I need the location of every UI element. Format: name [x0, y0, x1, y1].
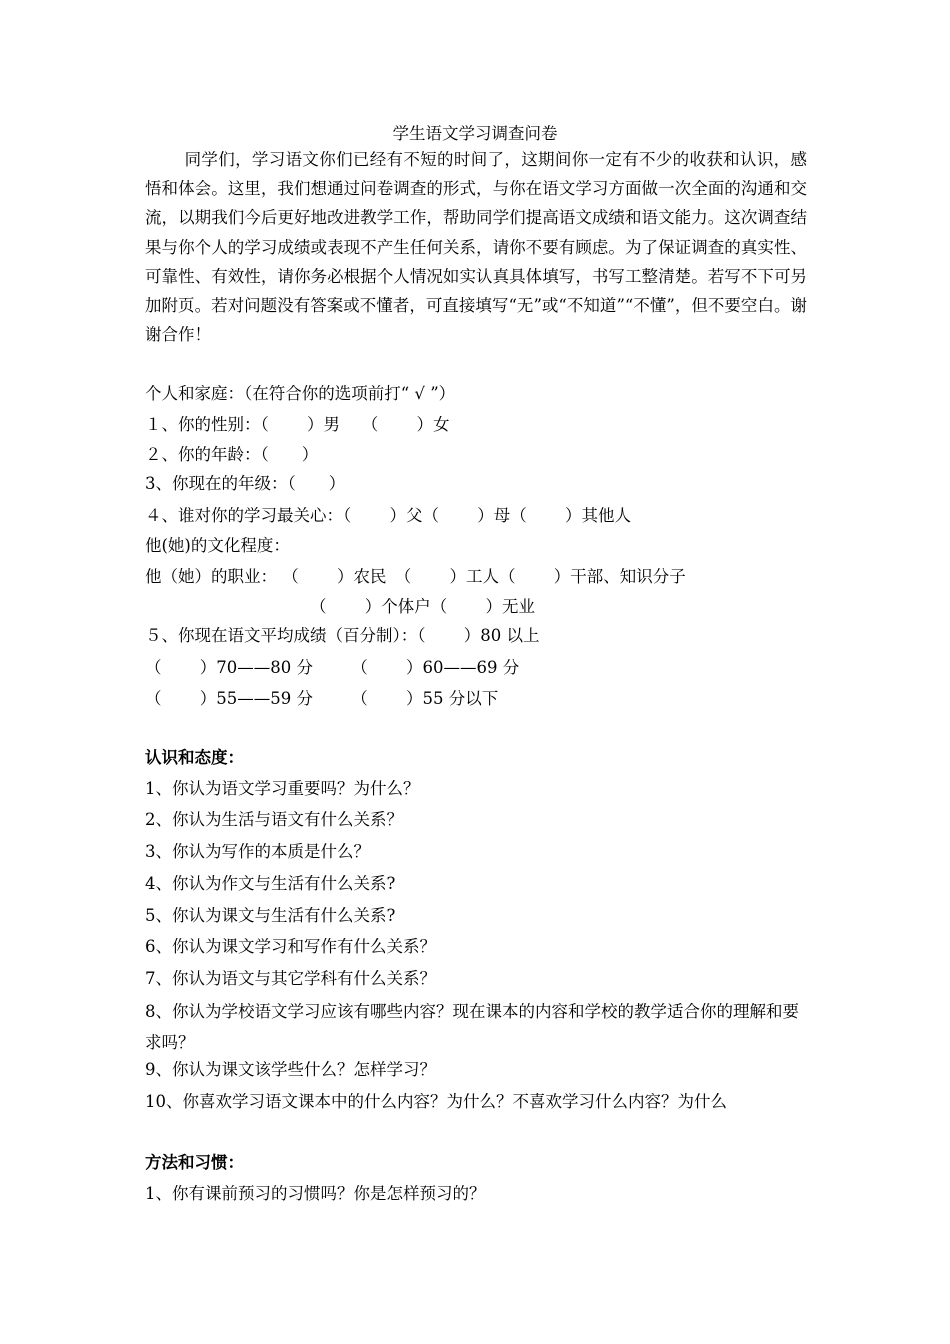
attitude-heading: 认识和态度：	[145, 748, 244, 767]
question-occupation: 他（她）的职业： （ ）农民 （ ）工人（ ）干部、知识分子	[145, 567, 686, 586]
attitude-question: 3、你认为写作的本质是什么？	[145, 842, 370, 861]
attitude-question: 7、你认为语文与其它学科有什么关系？	[145, 969, 436, 988]
question-age: ２、你的年龄：（ ）	[145, 445, 319, 464]
document-title: 学生语文学习调查问卷	[392, 124, 558, 143]
attitude-question: 1、你认为语文学习重要吗？为什么？	[145, 779, 420, 798]
intro-text: 同学们，学习语文你们已经有不短的时间了，这期间你一定有不少的收获和认识，感悟和体会。这里，我们想通过问卷调查的形式，与你在语文学习方面做一次全面的沟通和交流，以期我们今后更好地改进教学工作，帮助同学们提高语文成绩和语文能力。这次调查结果与你个人的学习成绩或表现不产生任何关系，请你不要有顾虑。为了保证调查的真实性、可靠性、有效性，请你务必根据个人情况如实认真具体填写，书写工整清楚。若写不下可另加附页。若对问题没有答案或不懂者，可直接填写“无”或“不知道”“不懂”，但不要空白。谢谢合作！	[145, 150, 807, 345]
question-gender: １、你的性别：（ ）男 （ ）女	[145, 415, 450, 434]
question-occupation-more: （ ）个体户（ ）无业	[310, 597, 535, 616]
method-heading: 方法和习惯：	[145, 1153, 244, 1172]
method-question: 1、你有课前预习的习惯吗？你是怎样预习的？	[145, 1184, 486, 1203]
attitude-question: 8、你认为学校语文学习应该有哪些内容？现在课本的内容和学校的教学适合你的理解和要求吗？	[145, 1002, 799, 1052]
personal-heading: 个人和家庭：（在符合你的选项前打“ √ ”）	[145, 384, 456, 403]
attitude-question: 6、你认为课文学习和写作有什么关系？	[145, 937, 436, 956]
intro-paragraph	[145, 145, 807, 349]
attitude-question: 4、你认为作文与生活有什么关系?	[145, 874, 396, 893]
attitude-question: 10、你喜欢学习语文课本中的什么内容？为什么？不喜欢学习什么内容？为什么	[145, 1092, 727, 1111]
question-education: 他(她)的文化程度：	[145, 536, 290, 555]
attitude-question: 5、你认为课文与生活有什么关系?	[145, 906, 396, 925]
question-grade: 3、你现在的年级：（ ）	[145, 474, 346, 493]
question-caregiver: ４、谁对你的学习最关心：（ ）父（ ）母（ ）其他人	[145, 506, 631, 525]
question-score: ５、你现在语文平均成绩（百分制）：（ ）80 以上	[145, 626, 540, 645]
attitude-question: 2、你认为生活与语文有什么关系？	[145, 810, 403, 829]
question-score-options-1: （ ）70——80 分 （ ）60——69 分	[145, 658, 520, 677]
attitude-question: 9、你认为课文该学些什么？怎样学习？	[145, 1060, 436, 1079]
question-score-options-2: （ ）55——59 分 （ ）55 分以下	[145, 689, 499, 708]
